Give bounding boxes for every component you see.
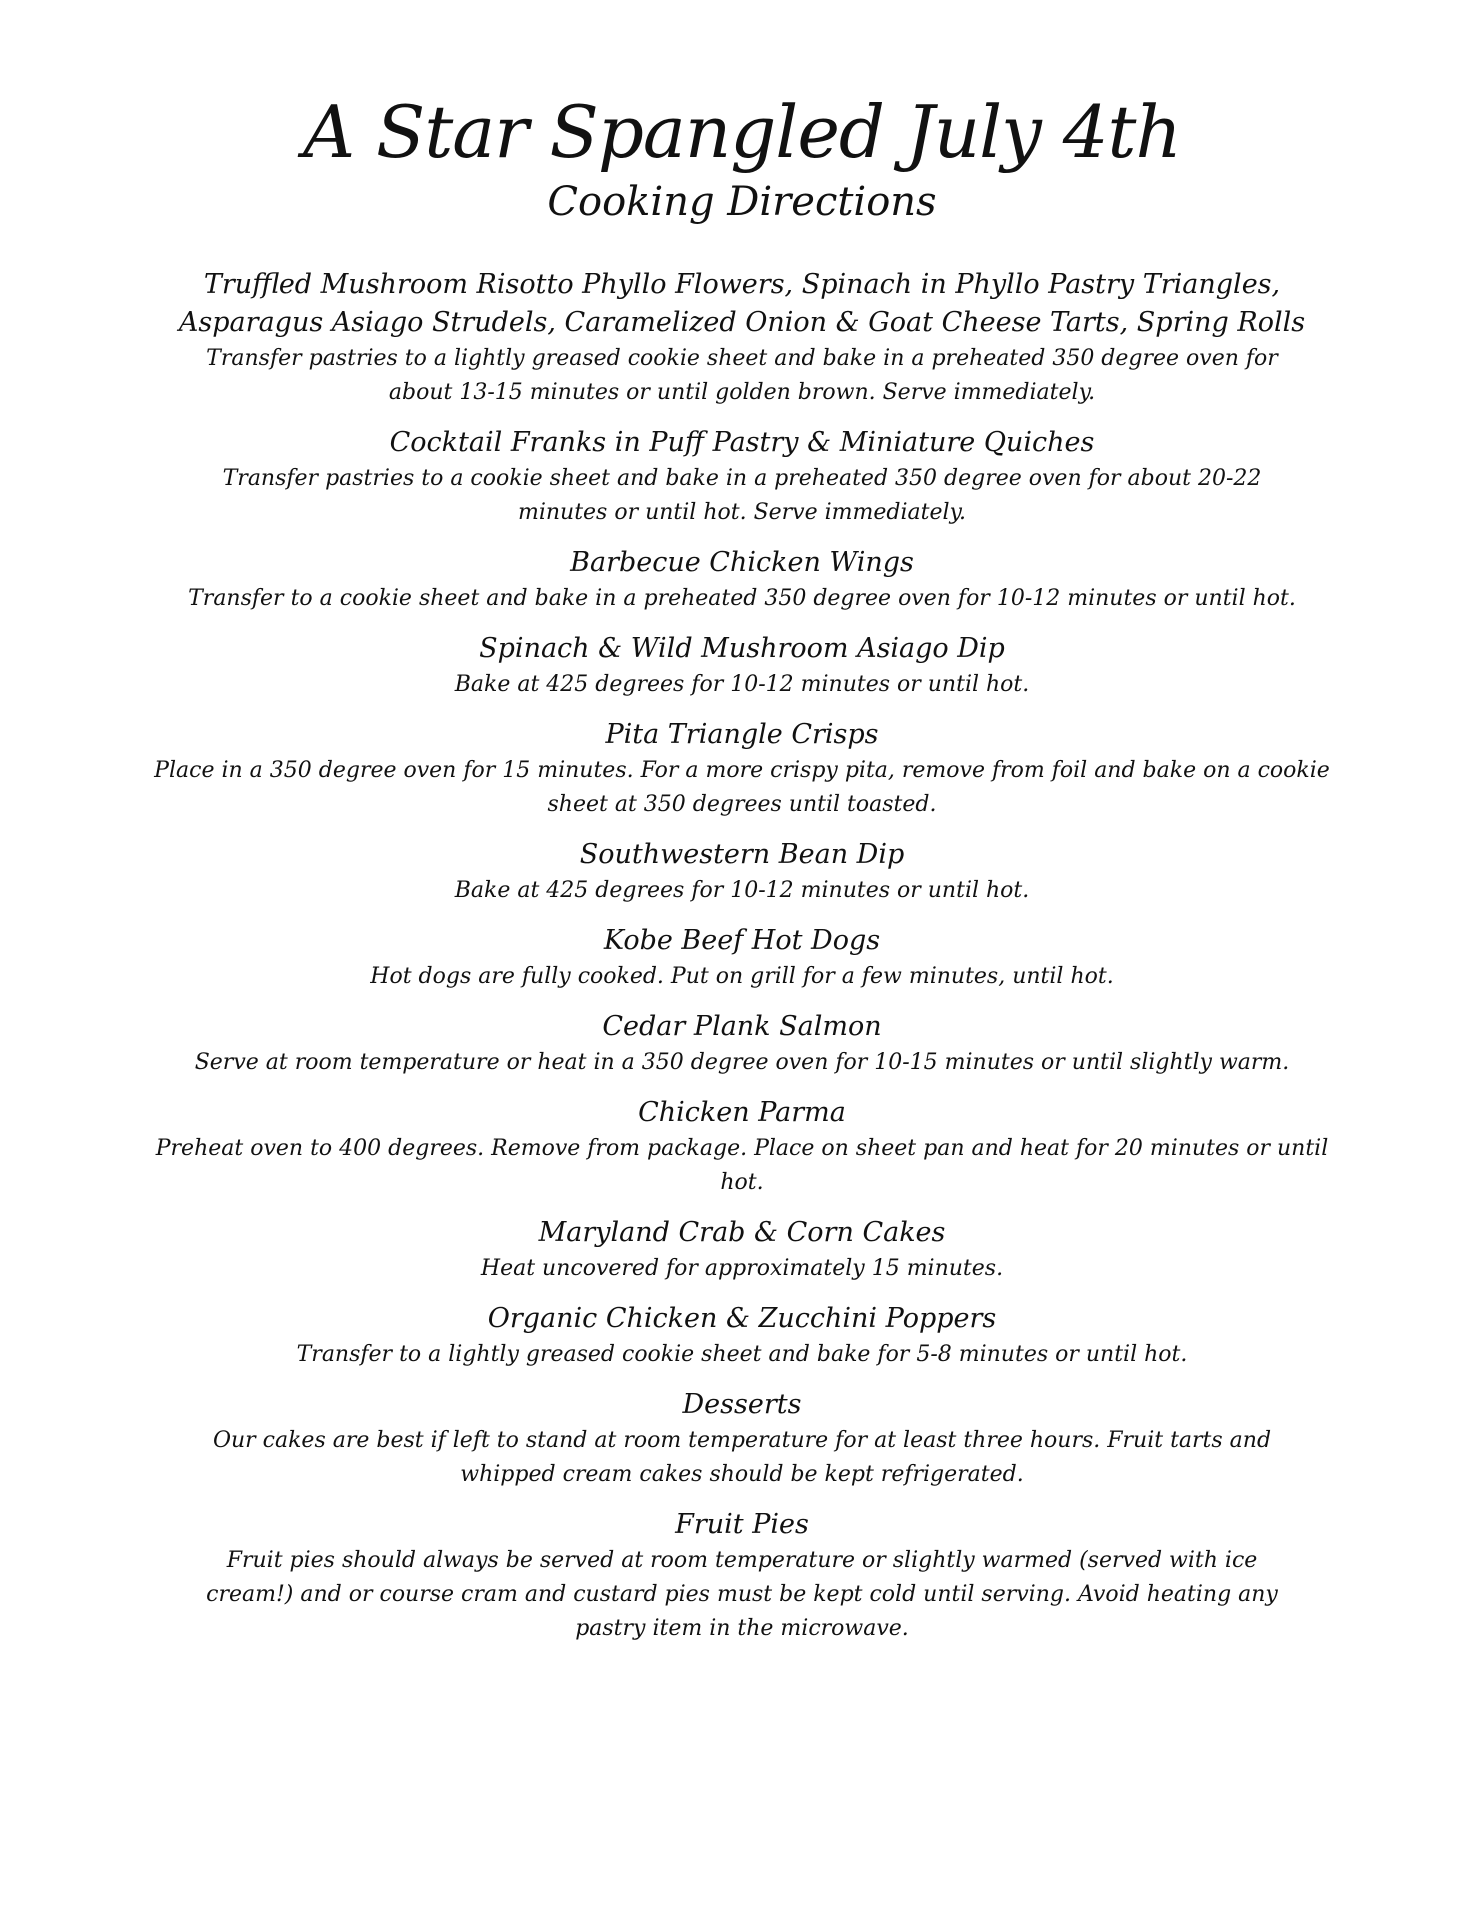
section-text: Transfer pastries to a lightly greased cookie sheet and bake in a preheated 350 degree oven for about 13-15 minutes or until golden brown. Serve immediately. — [206, 346, 1278, 405]
section-text: Transfer pastries to a cookie sheet and bake in a preheated 350 degree oven for about 20-22 minutes or until hot. Serve immediately. — [222, 466, 1262, 525]
section-title: Fruit Pies — [675, 1509, 809, 1540]
section-title: Organic Chicken & Zucchini Poppers — [487, 1303, 997, 1334]
section-title: Barbecue Chicken Wings — [570, 547, 914, 578]
section-title: Cedar Plank Salmon — [602, 1011, 882, 1042]
section-text: Transfer to a cookie sheet and bake in a preheated 350 degree oven for 10-12 minutes or until hot. — [188, 586, 1296, 611]
direction-section — [77, 1300, 1407, 1372]
direction-section — [77, 630, 1407, 702]
section-text: Preheat oven to 400 degrees. Remove from package. Place on sheet pan and heat for 20 minutes or until hot. — [155, 1136, 1329, 1195]
section-text: Bake at 425 degrees for 10-12 minutes or until hot. — [454, 878, 1030, 903]
section-text: Serve at room temperature or heat in a 350 degree oven for 10-15 minutes or until slightly warm. — [194, 1050, 1290, 1075]
direction-section — [77, 1386, 1407, 1492]
section-text: Transfer to a lightly greased cookie sheet and bake for 5-8 minutes or until hot. — [296, 1342, 1188, 1367]
page-title: A Star Spangled July 4th — [303, 90, 1181, 174]
section-title: Southwestern Bean Dip — [579, 839, 905, 870]
section-title: Cocktail Franks in Puff Pastry & Miniature Quiches — [389, 427, 1095, 458]
section-text: Heat uncovered for approximately 15 minutes. — [480, 1256, 1004, 1281]
section-title: Maryland Crab & Corn Cakes — [538, 1217, 946, 1248]
section-title: Kobe Beef Hot Dogs — [603, 925, 881, 956]
section-text: Bake at 425 degrees for 10-12 minutes or until hot. — [454, 672, 1030, 697]
section-text: Place in a 350 degree oven for 15 minutes. For a more crispy pita, remove from foil and bake on a cookie sheet at 350 degrees until toasted. — [154, 758, 1330, 817]
page-subtitle: Cooking Directions — [547, 179, 937, 225]
section-text: Fruit pies should always be served at room temperature or slightly warmed (served with ice cream!) and or course cram and custard pies must be kept cold until serving. Avoid heating any pastry item in the microwave. — [206, 1548, 1278, 1641]
section-title: Desserts — [682, 1389, 802, 1420]
direction-section — [77, 424, 1407, 530]
direction-section — [77, 1214, 1407, 1286]
section-title: Truffled Mushroom Risotto Phyllo Flowers, Spinach in Phyllo Pastry Triangles, Asparagus Asiago Strudels, Caramelized Onion & Goat Cheese Tarts, Spring Rolls — [178, 269, 1306, 338]
section-text: Hot dogs are fully cooked. Put on grill for a few minutes, until hot. — [370, 964, 1114, 989]
section-title: Chicken Parma — [638, 1097, 846, 1128]
direction-section — [77, 716, 1407, 822]
direction-section — [77, 1008, 1407, 1080]
section-title: Pita Triangle Crisps — [605, 719, 879, 750]
direction-section — [77, 836, 1407, 908]
direction-section — [77, 922, 1407, 994]
directions-list — [77, 266, 1407, 1646]
direction-section — [77, 1506, 1407, 1646]
direction-section — [77, 544, 1407, 616]
section-text: Our cakes are best if left to stand at room temperature for at least three hours. Fruit tarts and whipped cream cakes should be kept refrigerated. — [212, 1428, 1272, 1487]
section-title: Spinach & Wild Mushroom Asiago Dip — [479, 633, 1005, 664]
direction-section — [77, 1094, 1407, 1200]
direction-section — [77, 266, 1407, 410]
